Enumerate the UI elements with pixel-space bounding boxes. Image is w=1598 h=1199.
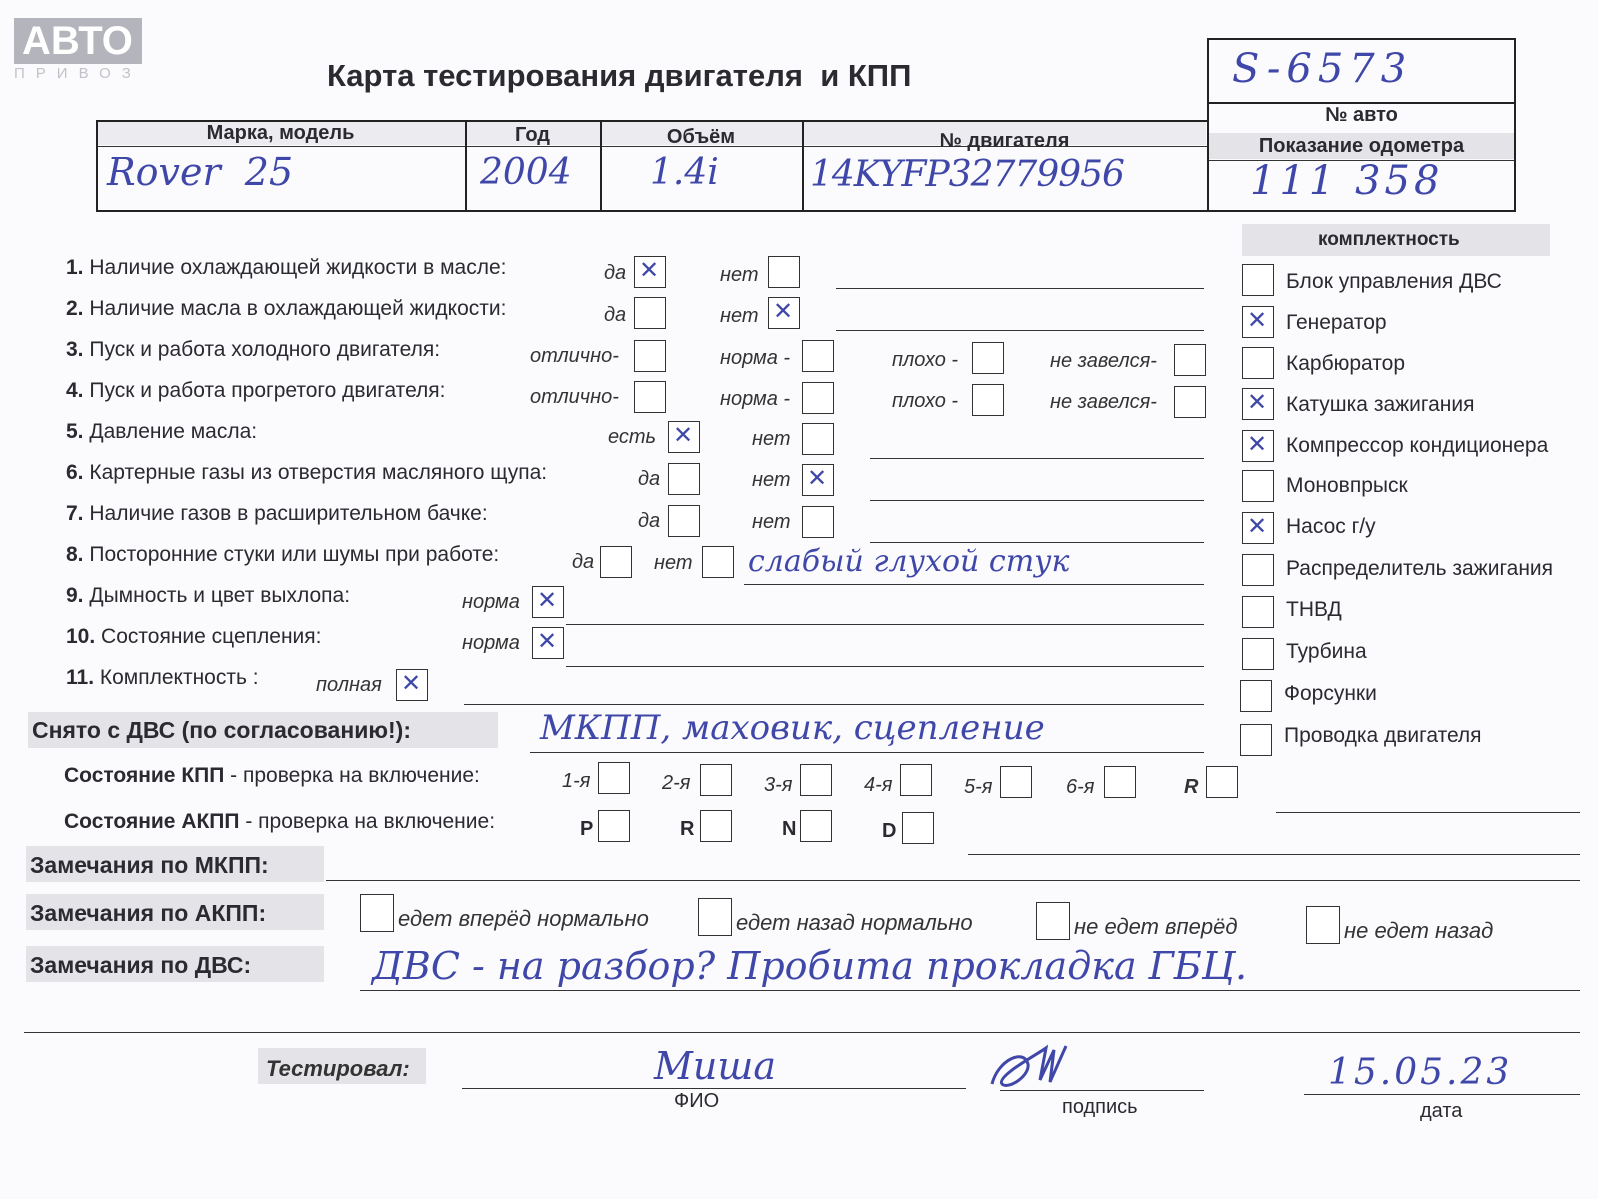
akpp-mode-d-checkbox[interactable] [902,812,934,844]
brand-label: Марка, модель [206,122,355,144]
item-2-yes-checkbox[interactable] [634,297,666,329]
completeness-ac-compressor-label: Компрессор кондиционера [1286,434,1549,457]
completeness-ps-pump-label: Насос г/у [1286,515,1376,538]
sign-caption: подпись [1062,1096,1138,1118]
kpp-gear-3-label: 3-я [764,774,793,796]
item-1-note-line [836,288,1204,289]
item-11-note-line [464,704,1204,705]
completeness-generator-checkbox[interactable] [1242,306,1274,338]
removed-label: Снято с ДВС (по согласованию!): [32,717,411,743]
item-11: 11. Комплектность : [66,666,259,689]
item-6-no-checkbox[interactable] [802,464,834,496]
brand-value: Rover 25 [107,150,294,194]
remarks-akpp-label: Замечания по АКПП: [30,900,267,926]
kpp-gear-4-checkbox[interactable] [900,764,932,796]
kpp-label: Состояние КПП - проверка на включение: [64,764,480,787]
kpp-gear-1-label: 1-я [562,770,591,792]
removed-line [530,752,1204,753]
remarks-dvs-value: ДВС - на разбор? Пробита прокладка ГБЦ. [372,944,1248,988]
completeness-turbine-label: Турбина [1286,640,1367,663]
item-5-opt-no-label: нет [752,428,791,450]
engine-no-label: № двигателя [939,130,1070,152]
kpp-gear-r-checkbox[interactable] [1206,766,1238,798]
kpp-gear-6-label: 6-я [1066,776,1095,798]
item-4-nostart-checkbox[interactable] [1174,386,1206,418]
remarks-extra-line [24,1032,1580,1033]
volume-label: Объём [666,126,736,148]
signature-mark [988,1040,1078,1094]
completeness-turbine-checkbox[interactable] [1242,638,1274,670]
kpp-gear-3-checkbox[interactable] [800,764,832,796]
year-value: 2004 [480,152,572,193]
completeness-wiring-checkbox[interactable] [1240,724,1272,756]
date-line [1304,1094,1580,1095]
remarks-dvs-label: Замечания по ДВС: [30,952,252,978]
completeness-mono-injection-label: Моновпрыск [1286,474,1408,497]
item-3-excellent-checkbox[interactable] [634,340,666,372]
completeness-distributor-label: Распределитель зажигания [1286,557,1554,580]
car-number-label: № авто [1325,104,1398,126]
kpp-gear-2-checkbox[interactable] [700,764,732,796]
akpp-mode-p-label: P [580,818,594,840]
item-6-note-line [870,500,1204,501]
item-3: 3. Пуск и работа холодного двигателя: [66,338,441,361]
item-5-opt-yes-label: есть [608,426,657,448]
odometer-label: Показание одометра [1258,135,1465,157]
akpp-reverse-ok-label: едет назад нормально [736,910,973,935]
completeness-generator-label: Генератор [1286,311,1387,334]
completeness-ignition-coil-checkbox[interactable] [1242,388,1274,420]
tested-by-label: Тестировал: [266,1056,410,1081]
completeness-distributor-checkbox[interactable] [1242,554,1274,586]
kpp-gear-2-label: 2-я [662,772,691,794]
item-3-opt-normal: норма - [720,347,791,369]
kpp-gear-4-label: 4-я [864,774,893,796]
kpp-gear-5-label: 5-я [964,776,993,798]
item-11-full-checkbox[interactable] [396,669,428,701]
completeness-ps-pump-checkbox[interactable] [1242,512,1274,544]
item-6-opt-yes-label: да [638,468,661,490]
item-6-opt-no-label: нет [752,469,791,491]
akpp-mode-n-label: N [782,818,797,840]
akpp-no-forward-label: не едет вперёд [1074,914,1238,939]
name-caption: ФИО [674,1090,720,1112]
kpp-gear-5-checkbox[interactable] [1000,766,1032,798]
akpp-no-reverse-checkbox[interactable] [1306,906,1340,944]
item-9-opt-label: норма [462,591,520,613]
akpp-reverse-ok-checkbox[interactable] [698,898,732,936]
date-value: 15.05.23 [1328,1052,1513,1093]
item-1: 1. Наличие охлаждающей жидкости в масле: [66,256,507,279]
item-7-note-line [870,542,1204,543]
item-3-opt-excellent: отлично- [530,345,619,367]
item-2-no-checkbox[interactable] [768,297,800,329]
akpp-forward-ok-checkbox[interactable] [360,894,394,932]
akpp-label: Состояние АКПП - проверка на включение: [64,810,496,833]
remarks-dvs-line [360,990,1580,991]
item-5-note-line [870,458,1204,459]
volume-value: 1.4i [650,152,719,193]
item-4-opt-nostart: не завелся- [1050,391,1157,413]
item-4-opt-excellent: отлично- [530,386,619,408]
remarks-mkpp-line [326,880,1580,881]
date-caption: дата [1420,1100,1463,1122]
item-1-yes-checkbox[interactable] [634,256,666,288]
year-label: Год [515,124,550,146]
completeness-injection-pump-checkbox[interactable] [1242,596,1274,628]
completeness-title: комплектность [1318,229,1460,250]
akpp-mode-n-checkbox[interactable] [800,810,832,842]
removed-value: МКПП, маховик, сцепление [540,708,1045,748]
completeness-injectors-label: Форсунки [1284,682,1377,705]
item-1-opt-no-label: нет [720,264,759,286]
kpp-note-line [1276,812,1580,813]
completeness-injection-pump-label: ТНВД [1286,598,1342,621]
completeness-carburetor-checkbox[interactable] [1242,347,1274,379]
akpp-note-line [968,854,1580,855]
item-8-opt-no-label: нет [654,552,693,574]
akpp-mode-p-checkbox[interactable] [598,810,630,842]
item-4-excellent-checkbox[interactable] [634,381,666,413]
item-7-no-checkbox[interactable] [802,506,834,538]
item-9-normal-checkbox[interactable] [532,586,564,618]
item-4-bad-checkbox[interactable] [972,384,1004,416]
item-8-no-checkbox[interactable] [702,546,734,578]
item-5-no-checkbox[interactable] [802,423,834,455]
akpp-mode-r-checkbox[interactable] [700,810,732,842]
item-8-note: слабый глухой стук [748,544,1070,579]
item-4: 4. Пуск и работа прогретого двигателя: [66,379,446,402]
item-5: 5. Давление масла: [66,420,258,443]
item-2-opt-no-label: нет [720,305,759,327]
logo [14,18,142,82]
item-3-opt-bad: плохо - [892,349,959,371]
akpp-mode-d-label: D [882,820,897,842]
completeness-ac-compressor-checkbox[interactable] [1242,430,1274,462]
item-10-opt-label: норма [462,632,520,654]
item-4-opt-normal: норма - [720,388,791,410]
item-11-opt-label: полная [316,674,382,696]
completeness-carburetor-label: Карбюратор [1286,352,1406,375]
name-line [462,1088,966,1089]
item-7: 7. Наличие газов в расширительном бачке: [66,502,488,525]
completeness-injectors-checkbox[interactable] [1240,680,1272,712]
logo-main: АВТО [14,18,142,64]
item-1-no-checkbox[interactable] [768,256,800,288]
completeness-ecu-label: Блок управления ДВС [1286,270,1502,293]
akpp-mode-r-label: R [680,818,695,840]
item-10: 10. Состояние сцепления: [66,625,322,648]
sign-line [1000,1090,1204,1091]
item-8-note-line [744,584,1204,585]
item-4-opt-bad: плохо - [892,390,959,412]
kpp-gear-r-label: R [1184,776,1199,798]
kpp-gear-6-checkbox[interactable] [1104,766,1136,798]
item-2-note-line [836,330,1204,331]
completeness-wiring-label: Проводка двигателя [1284,724,1482,747]
akpp-no-reverse-label: не едет назад [1344,918,1494,943]
item-3-opt-nostart: не завелся- [1050,350,1157,372]
logo-sub: ПРИВОЗ [14,65,142,82]
item-7-opt-no-label: нет [752,511,791,533]
item-1-opt-yes-label: да [604,262,627,284]
item-6: 6. Картерные газы из отверстия масляного щупа: [66,461,548,484]
item-8-yes-checkbox[interactable] [600,546,632,578]
completeness-mono-injection-checkbox[interactable] [1242,470,1274,502]
item-3-bad-checkbox[interactable] [972,342,1004,374]
item-9-note-line [566,624,1204,625]
engine-no-value: 14KYFP32779956 [810,154,1124,195]
remarks-mkpp-label: Замечания по МКПП: [30,852,269,878]
item-8-opt-yes-label: да [572,551,595,573]
completeness-ignition-coil-label: Катушка зажигания [1286,393,1475,416]
item-4-normal-checkbox[interactable] [802,382,834,414]
odometer-value: 111 358 [1250,158,1444,204]
item-9: 9. Дымность и цвет выхлопа: [66,584,351,607]
item-7-opt-yes-label: да [638,510,661,532]
item-2: 2. Наличие масла в охлаждающей жидкости: [66,297,507,320]
kpp-gear-1-checkbox[interactable] [598,762,630,794]
akpp-forward-ok-label: едет вперёд нормально [398,906,649,931]
item-7-yes-checkbox[interactable] [668,505,700,537]
akpp-no-forward-checkbox[interactable] [1036,902,1070,940]
item-5-yes-checkbox[interactable] [668,421,700,453]
item-3-nostart-checkbox[interactable] [1174,344,1206,376]
item-8: 8. Посторонние стуки или шумы при работе: [66,543,500,566]
item-10-note-line [566,666,1204,667]
item-6-yes-checkbox[interactable] [668,463,700,495]
completeness-ecu-checkbox[interactable] [1242,264,1274,296]
car-number-value: S-6573 [1232,46,1413,92]
tester-name-value: Миша [654,1044,777,1088]
item-2-opt-yes-label: да [604,304,627,326]
item-3-normal-checkbox[interactable] [802,340,834,372]
item-10-normal-checkbox[interactable] [532,627,564,659]
page-title: Карта тестирования двигателя и КПП [327,58,912,93]
